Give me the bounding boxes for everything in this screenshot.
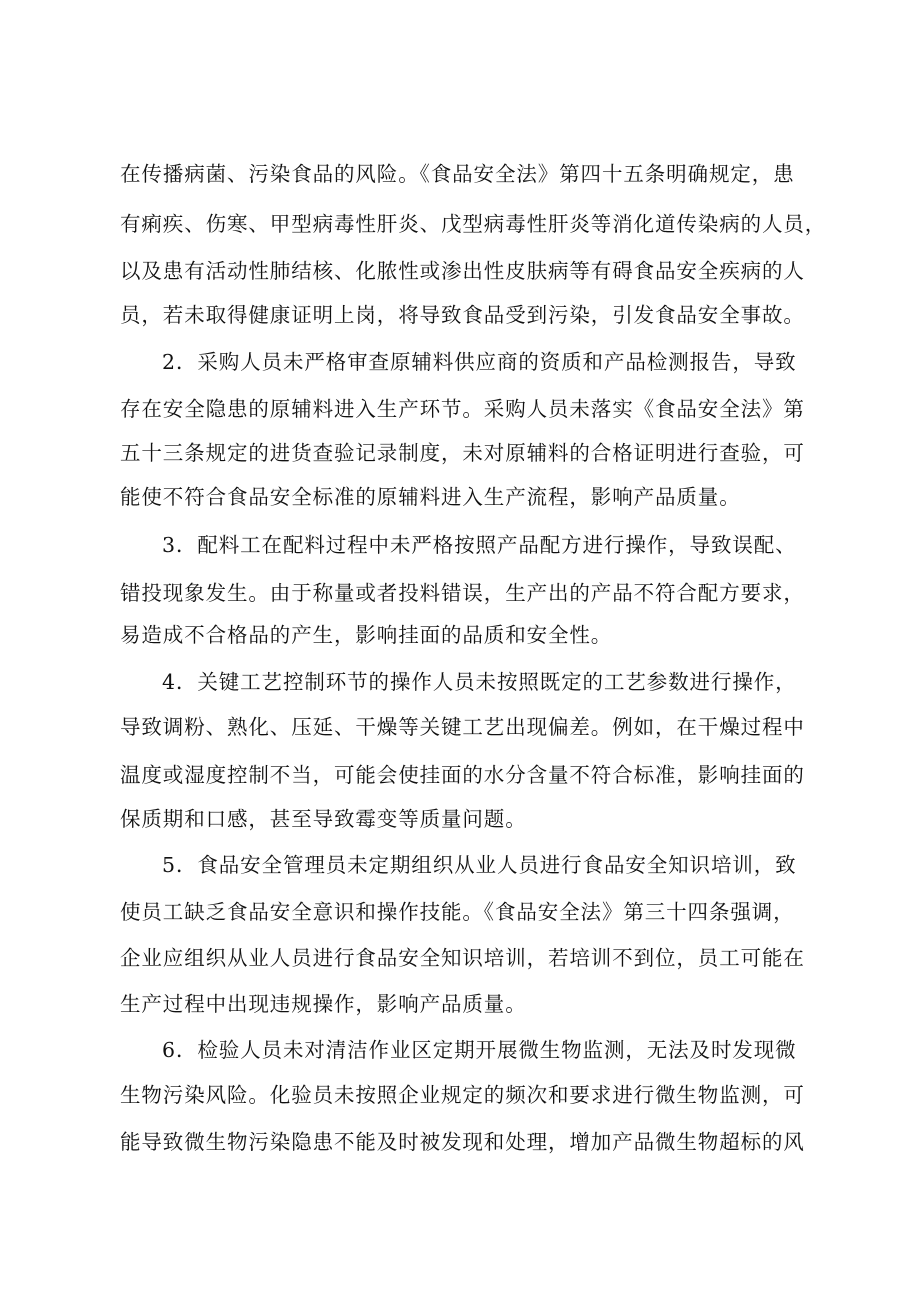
paragraph-line: 4．关键工艺控制环节的操作人员未按照既定的工艺参数进行操作， [162,670,797,694]
paragraph-line: 在传播病菌、污染食品的风险。《食品安全法》第四十五条明确规定，患 [120,162,795,186]
paragraph-line: 五十三条规定的进货查验记录制度，未对原辅料的合格证明进行查验，可 [120,441,805,465]
paragraph-line: 温度或湿度控制不当，可能会使挂面的水分含量不符合标准，影响挂面的 [120,763,805,787]
paragraph-line: 错投现象发生。由于称量或者投料错误，生产出的产品不符合配方要求， [120,581,805,605]
paragraph-line: 使员工缺乏食品安全意识和操作技能。《食品安全法》第三十四条强调， [120,900,795,924]
paragraph-line: 企业应组织从业人员进行食品安全知识培训，若培训不到位，员工可能在 [120,946,805,970]
paragraph-line: 生物污染风险。化验员未按照企业规定的频次和要求进行微生物监测，可 [120,1083,805,1107]
paragraph-line: 6．检验人员未对清洁作业区定期开展微生物监测，无法及时发现微 [162,1038,797,1062]
paragraph-line: 保质期和口感，甚至导致霉变等质量问题。 [120,807,527,831]
paragraph-line: 存在安全隐患的原辅料进入生产环节。采购人员未落实《食品安全法》第 [120,397,805,421]
paragraph-line: 以及患有活动性肺结核、化脓性或渗出性皮肤病等有碍食品安全疾病的人 [120,259,805,283]
paragraph-line: 员，若未取得健康证明上岗，将导致食品受到污染，引发食品安全事故。 [120,303,805,327]
paragraph-line: 易造成不合格品的产生，影响挂面的品质和安全性。 [120,623,613,647]
paragraph-line: 生产过程中出现违规操作，影响产品质量。 [120,992,527,1016]
paragraph-line: 3．配料工在配料过程中未严格按照产品配方进行操作，导致误配、 [162,533,797,557]
paragraph-line: 有痢疾、伤寒、甲型病毒性肝炎、戊型病毒性肝炎等消化道传染病的人员， [120,212,827,236]
paragraph-line: 能使不符合食品安全标准的原辅料进入生产流程，影响产品质量。 [120,485,741,509]
paragraph-line: 能导致微生物污染隐患不能及时被发现和处理，增加产品微生物超标的风 [120,1130,805,1154]
paragraph-line: 2．采购人员未严格审查原辅料供应商的资质和产品检测报告，导致 [162,350,797,374]
paragraph-line: 5．食品安全管理员未定期组织从业人员进行食品安全知识培训，致 [162,853,797,877]
paragraph-line: 导致调粉、熟化、压延、干燥等关键工艺出现偏差。例如，在干燥过程中 [120,715,805,739]
